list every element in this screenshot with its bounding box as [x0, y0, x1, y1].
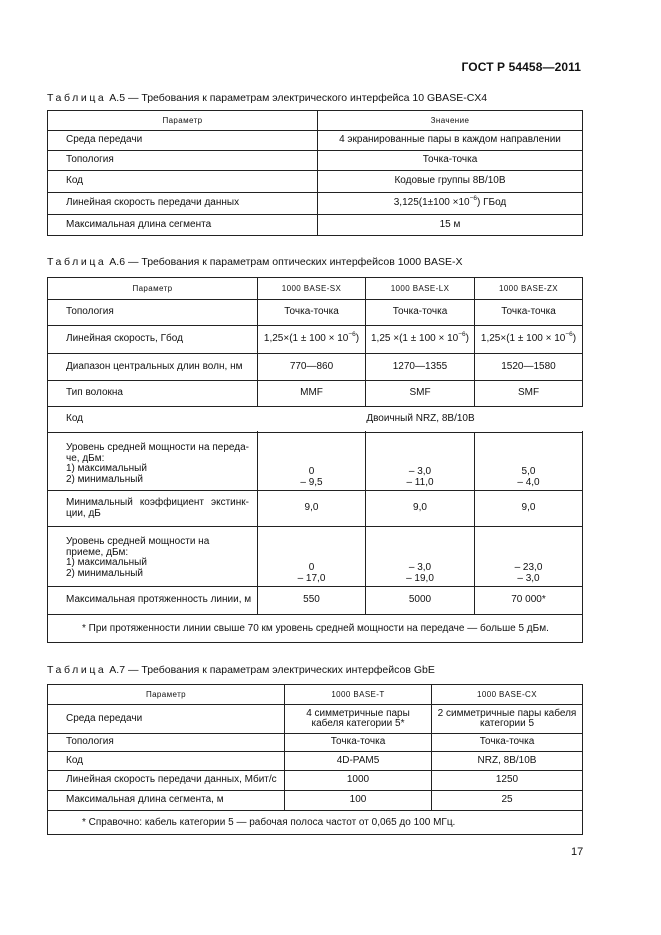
- value-cell: 5,0 – 4,0: [475, 433, 583, 491]
- column-header: 1000 BASE-SX: [258, 278, 366, 300]
- value-cell: Точка-точка: [475, 300, 583, 326]
- value-cell: $1,25\times(1 \pm 100 \times 10^{-6})$: [475, 326, 583, 354]
- table-a7-caption: [47, 664, 435, 676]
- table-row: [48, 752, 583, 771]
- value-cell: 4 экранированные пары в каждом направлении: [318, 131, 583, 151]
- value-cell: SMF: [366, 381, 475, 407]
- value-cell: Точка-точка: [318, 151, 583, 171]
- caption-text: А.7 — Требования к параметрам электрических интерфейсов GbE: [109, 664, 435, 676]
- column-header: Параметр: [48, 111, 318, 131]
- table-row: [48, 491, 583, 527]
- param-cell: Код: [48, 752, 285, 771]
- table-a6-caption: [47, 256, 463, 268]
- value-cell: – 3,0 – 11,0: [366, 433, 475, 491]
- value-cell: 9,0: [475, 491, 583, 527]
- value-cell: $1,25 \times(1 \pm 100 \times 10^{-6})$: [366, 326, 475, 354]
- value-cell: 5000: [366, 587, 475, 615]
- value-cell: $3,125(1\pm 100 \times 10^{-6})$ ГБод: [318, 193, 583, 215]
- table-row: [48, 193, 583, 215]
- value-cell: 770—860: [258, 354, 366, 381]
- table-a5-caption: [47, 92, 487, 104]
- value-cell: Кодовые группы 8В/10В: [318, 171, 583, 193]
- value-cell: – 23,0 – 3,0: [475, 527, 583, 587]
- value-cell: NRZ, 8В/10В: [432, 752, 583, 771]
- value-cell: 0 – 17,0: [258, 527, 366, 587]
- table-row: [48, 587, 583, 615]
- table-row: [48, 381, 583, 407]
- table-row: [48, 300, 583, 326]
- value-cell: 1250: [432, 771, 583, 791]
- value-cell: 9,0: [366, 491, 475, 527]
- value-cell: 4D-PAM5: [285, 752, 432, 771]
- param-cell: Тип волокна: [48, 381, 258, 407]
- param-cell: Топология: [48, 151, 318, 171]
- table-row: [48, 791, 583, 811]
- caption-text: А.6 — Требования к параметрам оптических интерфейсов 1000 BASE-X: [109, 256, 463, 268]
- value-cell: 25: [432, 791, 583, 811]
- caption-prefix: Таблица: [47, 256, 107, 268]
- value-cell: Точка-точка: [432, 734, 583, 752]
- param-cell: Код: [48, 171, 318, 193]
- value-cell: Точка-точка: [258, 300, 366, 326]
- table-row: [48, 527, 583, 587]
- caption-prefix: Таблица: [47, 664, 107, 676]
- column-header: 1000 BASE-ZX: [475, 278, 583, 300]
- param-cell: Уровень средней мощности на переда-че, дБм: 1) максимальный 2) минимальный: [48, 433, 258, 491]
- value-cell: 15 м: [318, 215, 583, 236]
- param-cell: Максимальная протяженность линии, м: [48, 587, 258, 615]
- table-row: [48, 705, 583, 734]
- value-cell: $1,25\times(1 \pm 100 \times 10^{-6})$: [258, 326, 366, 354]
- value-cell: 2 симметричные пары кабеля категории 5: [432, 705, 583, 734]
- param-cell: Код: [48, 407, 258, 433]
- table-a5: [47, 110, 583, 236]
- value-cell: MMF: [258, 381, 366, 407]
- table-row: [48, 326, 583, 354]
- value-cell: Точка-точка: [285, 734, 432, 752]
- column-header: Параметр: [48, 685, 285, 705]
- value-cell: 1520—1580: [475, 354, 583, 381]
- value-cell: 100: [285, 791, 432, 811]
- value-cell: 4 симметричные пары кабеля категории 5*: [285, 705, 432, 734]
- value-cell: 70 000*: [475, 587, 583, 615]
- caption-text: А.5 — Требования к параметрам электрического интерфейса 10 GBASE-CX4: [109, 92, 488, 104]
- param-cell: Максимальная длина сегмента: [48, 215, 318, 236]
- document-header: ГОСТ Р 54458—2011: [461, 60, 581, 74]
- param-cell: Уровень средней мощности на приеме, дБм: 1) максимальный 2) минимальный: [48, 527, 258, 587]
- value-cell: 1270—1355: [366, 354, 475, 381]
- param-cell: Топология: [48, 300, 258, 326]
- column-header: 1000 BASE-CX: [432, 685, 583, 705]
- param-cell: Линейная скорость, Гбод: [48, 326, 258, 354]
- value-cell: 0 – 9,5: [258, 433, 366, 491]
- column-header: 1000 BASE-T: [285, 685, 432, 705]
- value-cell: 1000: [285, 771, 432, 791]
- code-value: Двоичный NRZ, 8В/10В: [366, 413, 475, 424]
- table-row: [48, 171, 583, 193]
- param-cell: Среда передачи: [48, 131, 318, 151]
- table-a6: [47, 277, 583, 643]
- table-row: [48, 734, 583, 752]
- caption-prefix: Таблица: [47, 92, 107, 104]
- column-header: Параметр: [48, 278, 258, 300]
- column-header: 1000 BASE-LX: [366, 278, 475, 300]
- table-a7: [47, 684, 583, 835]
- page-number: 17: [571, 846, 584, 858]
- value-cell: – 3,0 – 19,0: [366, 527, 475, 587]
- value-cell: Точка-точка: [366, 300, 475, 326]
- value-cell: 550: [258, 587, 366, 615]
- value-cell: SMF: [475, 381, 583, 407]
- column-header: Значение: [318, 111, 583, 131]
- table-row: [48, 354, 583, 381]
- table-row: [48, 615, 583, 643]
- param-cell: Среда передачи: [48, 705, 285, 734]
- param-cell: Линейная скорость передачи данных: [48, 193, 318, 215]
- table-row: [48, 131, 583, 151]
- param-cell: Минимальный коэффициент экстинк-ции, дБ: [48, 491, 258, 527]
- value-cell: 9,0: [258, 491, 366, 527]
- param-cell: Линейная скорость передачи данных, Мбит/с: [48, 771, 285, 791]
- table-row: [48, 433, 583, 491]
- table-row: [48, 215, 583, 236]
- table-row: [48, 811, 583, 835]
- footnote: * Справочно: кабель категории 5 — рабочая полоса частот от 0,065 до 100 МГц.: [48, 811, 583, 835]
- param-cell: Максимальная длина сегмента, м: [48, 791, 285, 811]
- param-cell: Топология: [48, 734, 285, 752]
- param-cell: Диапазон центральных длин волн, нм: [48, 354, 258, 381]
- table-row: [48, 771, 583, 791]
- footnote: * При протяженности линии свыше 70 км уровень средней мощности на передаче — больше 5 дБм.: [48, 615, 583, 643]
- table-row: [48, 151, 583, 171]
